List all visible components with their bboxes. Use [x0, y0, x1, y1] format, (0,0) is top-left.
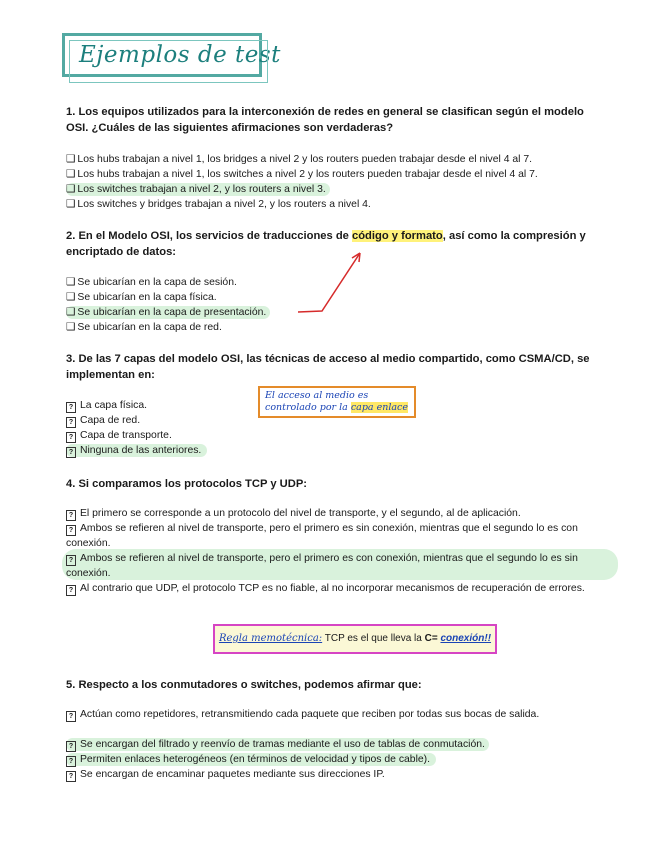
- q4-option-4[interactable]: ? Al contrario que UDP, el protocolo TCP es no fiable, al no incorporar mecanismos de recuperación de errores.: [66, 581, 606, 596]
- checkbox-icon: ?: [66, 402, 76, 413]
- title-box: [62, 33, 281, 77]
- q2-option-3[interactable]: ❑ Se ubicarían en la capa de presentación.: [66, 305, 270, 320]
- q1-option-4[interactable]: ❑ Los switches y bridges trabajan a nivel 2, y los routers a nivel 4.: [66, 198, 371, 210]
- checkbox-icon: ?: [66, 771, 76, 782]
- question-2: 2. En el Modelo OSI, los servicios de traducciones de código y formato, así como la compresión y encriptado de datos:: [66, 230, 586, 258]
- mnemonic-rule-box: Regla memotécnica: TCP es el que lleva la C= conexión!!: [213, 624, 497, 654]
- checkbox-icon: ?: [66, 432, 76, 443]
- checkbox-icon: ❑: [66, 153, 76, 165]
- checkbox-icon: ?: [66, 417, 76, 428]
- q4-option-1[interactable]: ? El primero se corresponde a un protocolo del nivel de transporte, y el segundo, al de aplicación.: [66, 506, 521, 521]
- q3-option-1[interactable]: ? La capa física.: [66, 398, 147, 413]
- q1-option-3[interactable]: ❑ Los switches trabajan a nivel 2, y los routers a nivel 3.: [66, 182, 330, 197]
- question-3: 3. De las 7 capas del modelo OSI, las técnicas de acceso al medio compartido, como CSMA/CD, se implementan en:: [66, 353, 590, 381]
- checkbox-icon: ?: [66, 525, 76, 536]
- checkbox-icon: ?: [66, 447, 76, 458]
- q4-option-3[interactable]: ? Ambos se refieren al nivel de transporte, pero el primero es con conexión, mientras que el segundo lo es sin conexión.: [66, 553, 578, 579]
- checkbox-icon: ❑: [66, 276, 76, 288]
- checkbox-icon: ❑: [66, 183, 76, 195]
- question-1: 1. Los equipos utilizados para la interconexión de redes en general se clasifican según el modelo OSI. ¿Cuáles de las siguientes afirmaciones son verdaderas?: [66, 106, 584, 134]
- q4-option-2[interactable]: ? Ambos se refieren al nivel de transporte, pero el primero es sin conexión, mientras que el segundo lo es con conexión.: [66, 523, 578, 549]
- checkbox-icon: ?: [66, 711, 76, 722]
- q3-option-2[interactable]: ? Capa de red.: [66, 413, 140, 428]
- q2-option-4[interactable]: ❑ Se ubicarían en la capa de red.: [66, 321, 222, 333]
- checkbox-icon: ❑: [66, 198, 76, 210]
- q3-option-4[interactable]: ? Ninguna de las anteriores.: [66, 443, 207, 458]
- checkbox-icon: ❑: [66, 321, 76, 333]
- checkbox-icon: ?: [66, 741, 76, 752]
- q5-option-3[interactable]: ? Permiten enlaces heterogéneos (en términos de velocidad y tipos de cable).: [66, 752, 436, 767]
- question-4: 4. Si comparamos los protocolos TCP y UDP:: [66, 478, 308, 490]
- checkbox-icon: ?: [66, 555, 76, 566]
- q2-option-1[interactable]: ❑ Se ubicarían en la capa de sesión.: [66, 276, 237, 288]
- note-access-medium: El acceso al medio es controlado por la capa enlace: [258, 386, 416, 418]
- checkbox-icon: ❑: [66, 291, 76, 303]
- q3-option-3[interactable]: ? Capa de transporte.: [66, 428, 172, 443]
- q1-option-1[interactable]: ❑ Los hubs trabajan a nivel 1, los bridges a nivel 2 y los routers pueden trabajar desde el nivel 4 al 7.: [66, 153, 533, 165]
- page-title: Ejemplos de test: [79, 42, 281, 68]
- q5-option-4[interactable]: ? Se encargan de encaminar paquetes mediante sus direcciones IP.: [66, 767, 385, 782]
- checkbox-icon: ?: [66, 585, 76, 596]
- q1-option-2[interactable]: ❑ Los hubs trabajan a nivel 1, los switches a nivel 2 y los routers pueden trabajar desde el nivel 4 al 7.: [66, 168, 538, 180]
- checkbox-icon: ?: [66, 510, 76, 521]
- checkbox-icon: ❑: [66, 306, 76, 318]
- q5-option-2[interactable]: ? Se encargan del filtrado y reenvío de tramas mediante el uso de tablas de conmutación.: [66, 737, 489, 752]
- checkbox-icon: ?: [66, 756, 76, 767]
- highlight-code-format: código y formato: [352, 230, 443, 242]
- question-5: 5. Respecto a los conmutadores o switches, podemos afirmar que:: [66, 679, 422, 691]
- q5-option-1[interactable]: ? Actúan como repetidores, retransmitiendo cada paquete que reciben por todas sus bocas de salida.: [66, 707, 546, 722]
- checkbox-icon: ❑: [66, 168, 76, 180]
- q2-option-2[interactable]: ❑ Se ubicarían en la capa física.: [66, 291, 217, 303]
